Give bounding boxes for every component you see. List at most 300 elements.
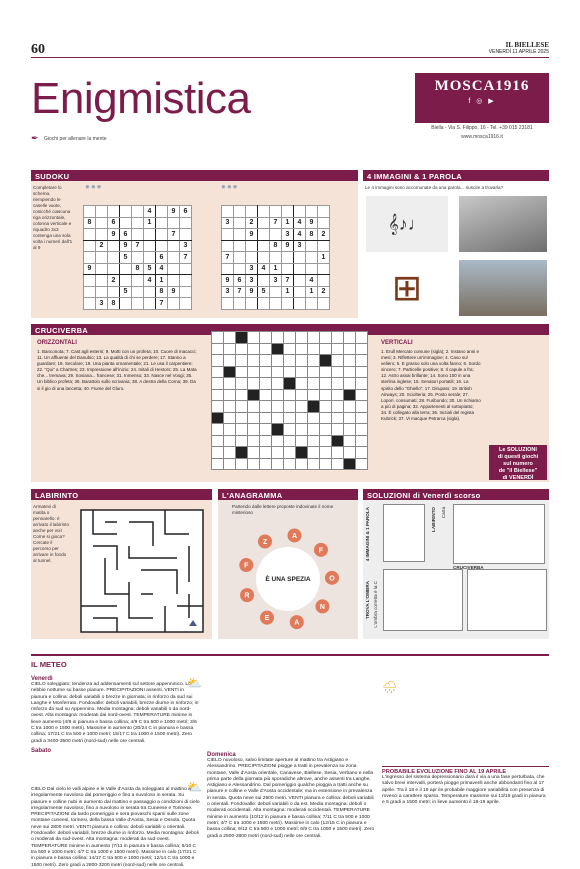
- crossword-cell[interactable]: [344, 401, 356, 413]
- sudoku-cell[interactable]: 4: [294, 217, 306, 229]
- sudoku-cell[interactable]: [258, 217, 270, 229]
- sudoku-cell[interactable]: [234, 217, 246, 229]
- sudoku-cell[interactable]: [234, 206, 246, 218]
- crossword-cell[interactable]: [212, 458, 224, 470]
- crossword-cell[interactable]: [212, 332, 224, 344]
- sudoku-cell[interactable]: [84, 206, 96, 218]
- crossword-cell[interactable]: [356, 389, 368, 401]
- sudoku-cell[interactable]: 1: [156, 275, 168, 287]
- sudoku-cell[interactable]: 3: [294, 240, 306, 252]
- sudoku-cell[interactable]: [258, 298, 270, 310]
- sudoku-cell[interactable]: [84, 240, 96, 252]
- sudoku-cell[interactable]: 3: [222, 286, 234, 298]
- crossword-cell[interactable]: [284, 412, 296, 424]
- sudoku-cell[interactable]: [294, 206, 306, 218]
- sudoku-cell[interactable]: [234, 298, 246, 310]
- sudoku-cell[interactable]: 3: [96, 298, 108, 310]
- crossword-cell[interactable]: [356, 412, 368, 424]
- sudoku-cell[interactable]: 7: [282, 275, 294, 287]
- sudoku-cell[interactable]: 3: [282, 229, 294, 241]
- sudoku-cell[interactable]: 7: [156, 298, 168, 310]
- crossword-cell[interactable]: [212, 389, 224, 401]
- sudoku-cell[interactable]: 3: [222, 217, 234, 229]
- crossword-cell[interactable]: [260, 389, 272, 401]
- crossword-cell[interactable]: [344, 332, 356, 344]
- crossword-cell[interactable]: [224, 378, 236, 390]
- sudoku-cell[interactable]: [180, 217, 192, 229]
- sudoku-cell[interactable]: [132, 229, 144, 241]
- crossword-cell[interactable]: [332, 412, 344, 424]
- sudoku-cell[interactable]: [108, 240, 120, 252]
- sudoku-cell[interactable]: 7: [132, 240, 144, 252]
- crossword-cell[interactable]: [284, 458, 296, 470]
- crossword-cell[interactable]: [296, 355, 308, 367]
- crossword-cell[interactable]: [260, 343, 272, 355]
- sudoku-cell[interactable]: [84, 252, 96, 264]
- crossword-cell[interactable]: [260, 332, 272, 344]
- sudoku-cell[interactable]: [258, 252, 270, 264]
- crossword-cell[interactable]: [236, 389, 248, 401]
- sudoku-cell[interactable]: 9: [306, 217, 318, 229]
- sudoku-cell[interactable]: 9: [108, 229, 120, 241]
- sudoku-cell[interactable]: [318, 275, 330, 287]
- crossword-cell[interactable]: [320, 355, 332, 367]
- crossword-cell[interactable]: [248, 343, 260, 355]
- sudoku-cell[interactable]: 3: [270, 275, 282, 287]
- crossword-cell[interactable]: [236, 412, 248, 424]
- sudoku-cell[interactable]: [144, 229, 156, 241]
- crossword-cell[interactable]: [224, 447, 236, 459]
- sudoku-grid-1[interactable]: [83, 205, 192, 310]
- sudoku-cell[interactable]: [84, 275, 96, 287]
- crossword-cell[interactable]: [320, 378, 332, 390]
- crossword-cell[interactable]: [212, 424, 224, 436]
- sudoku-cell[interactable]: [120, 217, 132, 229]
- crossword-cell[interactable]: [356, 355, 368, 367]
- sudoku-cell[interactable]: [156, 229, 168, 241]
- sudoku-cell[interactable]: 3: [180, 240, 192, 252]
- sudoku-cell[interactable]: 7: [270, 217, 282, 229]
- sudoku-cell[interactable]: [180, 275, 192, 287]
- sudoku-cell[interactable]: 1: [282, 217, 294, 229]
- sudoku-cell[interactable]: [168, 252, 180, 264]
- crossword-cell[interactable]: [320, 447, 332, 459]
- sudoku-cell[interactable]: 8: [132, 263, 144, 275]
- sudoku-cell[interactable]: [222, 298, 234, 310]
- crossword-cell[interactable]: [272, 332, 284, 344]
- sudoku-cell[interactable]: 8: [156, 286, 168, 298]
- crossword-cell[interactable]: [248, 332, 260, 344]
- sudoku-cell[interactable]: [294, 286, 306, 298]
- crossword-cell[interactable]: [332, 378, 344, 390]
- sudoku-cell[interactable]: 1: [318, 252, 330, 264]
- sudoku-cell[interactable]: 8: [84, 217, 96, 229]
- crossword-cell[interactable]: [332, 447, 344, 459]
- crossword-cell[interactable]: [272, 389, 284, 401]
- sudoku-cell[interactable]: [180, 298, 192, 310]
- sudoku-cell[interactable]: 2: [318, 229, 330, 241]
- sudoku-cell[interactable]: [108, 206, 120, 218]
- sudoku-cell[interactable]: 5: [120, 286, 132, 298]
- sudoku-cell[interactable]: [246, 240, 258, 252]
- crossword-cell[interactable]: [320, 458, 332, 470]
- crossword-cell[interactable]: [284, 447, 296, 459]
- sudoku-cell[interactable]: [144, 240, 156, 252]
- sudoku-cell[interactable]: [144, 298, 156, 310]
- sudoku-cell[interactable]: [222, 206, 234, 218]
- crossword-cell[interactable]: [320, 343, 332, 355]
- crossword-cell[interactable]: [272, 401, 284, 413]
- sudoku-cell[interactable]: [180, 286, 192, 298]
- sudoku-cell[interactable]: [318, 217, 330, 229]
- sudoku-cell[interactable]: [270, 229, 282, 241]
- crossword-cell[interactable]: [284, 424, 296, 436]
- sudoku-cell[interactable]: 3: [246, 275, 258, 287]
- sudoku-cell[interactable]: [318, 263, 330, 275]
- sudoku-cell[interactable]: [258, 240, 270, 252]
- sudoku-cell[interactable]: [120, 275, 132, 287]
- crossword-cell[interactable]: [356, 458, 368, 470]
- crossword-cell[interactable]: [224, 424, 236, 436]
- sudoku-cell[interactable]: [96, 252, 108, 264]
- crossword-cell[interactable]: [272, 378, 284, 390]
- crossword-cell[interactable]: [296, 424, 308, 436]
- crossword-cell[interactable]: [260, 447, 272, 459]
- crossword-cell[interactable]: [236, 447, 248, 459]
- sudoku-cell[interactable]: [120, 298, 132, 310]
- sudoku-cell[interactable]: 1: [306, 286, 318, 298]
- crossword-cell[interactable]: [344, 447, 356, 459]
- crossword-cell[interactable]: [344, 343, 356, 355]
- sudoku-cell[interactable]: 7: [234, 286, 246, 298]
- crossword-cell[interactable]: [308, 424, 320, 436]
- crossword-cell[interactable]: [332, 332, 344, 344]
- sudoku-cell[interactable]: [168, 263, 180, 275]
- crossword-cell[interactable]: [296, 458, 308, 470]
- crossword-cell[interactable]: [332, 343, 344, 355]
- crossword-cell[interactable]: [320, 412, 332, 424]
- crossword-cell[interactable]: [224, 343, 236, 355]
- crossword-cell[interactable]: [308, 355, 320, 367]
- crossword-cell[interactable]: [212, 343, 224, 355]
- crossword-cell[interactable]: [260, 401, 272, 413]
- crossword-cell[interactable]: [236, 332, 248, 344]
- sudoku-cell[interactable]: 2: [318, 286, 330, 298]
- crossword-cell[interactable]: [224, 332, 236, 344]
- sudoku-cell[interactable]: [234, 263, 246, 275]
- sudoku-cell[interactable]: [318, 298, 330, 310]
- sudoku-cell[interactable]: 4: [258, 263, 270, 275]
- crossword-cell[interactable]: [356, 447, 368, 459]
- sudoku-cell[interactable]: [306, 240, 318, 252]
- crossword-cell[interactable]: [344, 389, 356, 401]
- sudoku-cell[interactable]: [84, 286, 96, 298]
- sudoku-cell[interactable]: [234, 240, 246, 252]
- sudoku-cell[interactable]: [246, 298, 258, 310]
- sudoku-cell[interactable]: [108, 286, 120, 298]
- sudoku-cell[interactable]: [270, 298, 282, 310]
- crossword-cell[interactable]: [248, 401, 260, 413]
- advertisement[interactable]: [415, 73, 549, 153]
- crossword-cell[interactable]: [236, 366, 248, 378]
- sudoku-cell[interactable]: 6: [156, 252, 168, 264]
- sudoku-cell[interactable]: 7: [180, 252, 192, 264]
- sudoku-cell[interactable]: 6: [108, 217, 120, 229]
- crossword-cell[interactable]: [308, 332, 320, 344]
- crossword-cell[interactable]: [236, 401, 248, 413]
- sudoku-cell[interactable]: 1: [282, 286, 294, 298]
- crossword-cell[interactable]: [260, 378, 272, 390]
- sudoku-cell[interactable]: [96, 263, 108, 275]
- sudoku-cell[interactable]: 2: [96, 240, 108, 252]
- crossword-cell[interactable]: [260, 355, 272, 367]
- crossword-cell[interactable]: [308, 447, 320, 459]
- crossword-cell[interactable]: [344, 378, 356, 390]
- sudoku-cell[interactable]: 5: [144, 263, 156, 275]
- sudoku-cell[interactable]: 9: [120, 240, 132, 252]
- crossword-cell[interactable]: [224, 458, 236, 470]
- crossword-cell[interactable]: [284, 355, 296, 367]
- crossword-cell[interactable]: [332, 401, 344, 413]
- sudoku-cell[interactable]: [108, 252, 120, 264]
- crossword-cell[interactable]: [332, 458, 344, 470]
- sudoku-cell[interactable]: [132, 206, 144, 218]
- crossword-cell[interactable]: [212, 378, 224, 390]
- sudoku-cell[interactable]: 4: [294, 229, 306, 241]
- sudoku-cell[interactable]: [84, 229, 96, 241]
- sudoku-cell[interactable]: [222, 263, 234, 275]
- crossword-cell[interactable]: [248, 389, 260, 401]
- crossword-cell[interactable]: [236, 458, 248, 470]
- crossword-cell[interactable]: [248, 355, 260, 367]
- sudoku-cell[interactable]: [306, 263, 318, 275]
- sudoku-cell[interactable]: [168, 298, 180, 310]
- crossword-cell[interactable]: [260, 424, 272, 436]
- sudoku-cell[interactable]: [96, 275, 108, 287]
- crossword-cell[interactable]: [212, 435, 224, 447]
- crossword-cell[interactable]: [260, 412, 272, 424]
- sudoku-cell[interactable]: [246, 252, 258, 264]
- sudoku-cell[interactable]: [144, 286, 156, 298]
- crossword-cell[interactable]: [320, 332, 332, 344]
- sudoku-cell[interactable]: 8: [270, 240, 282, 252]
- crossword-cell[interactable]: [320, 389, 332, 401]
- sudoku-cell[interactable]: 7: [222, 252, 234, 264]
- crossword-cell[interactable]: [320, 435, 332, 447]
- crossword-cell[interactable]: [332, 366, 344, 378]
- crossword-cell[interactable]: [344, 412, 356, 424]
- crossword-cell[interactable]: [344, 458, 356, 470]
- sudoku-cell[interactable]: [96, 229, 108, 241]
- sudoku-cell[interactable]: [246, 206, 258, 218]
- sudoku-cell[interactable]: 8: [108, 298, 120, 310]
- sudoku-cell[interactable]: [270, 206, 282, 218]
- sudoku-cell[interactable]: [258, 206, 270, 218]
- crossword-cell[interactable]: [296, 343, 308, 355]
- crossword-cell[interactable]: [296, 401, 308, 413]
- sudoku-cell[interactable]: [132, 298, 144, 310]
- maze[interactable]: [79, 508, 205, 634]
- sudoku-cell[interactable]: [132, 252, 144, 264]
- sudoku-cell[interactable]: 4: [156, 263, 168, 275]
- sudoku-cell[interactable]: [156, 206, 168, 218]
- crossword-cell[interactable]: [236, 378, 248, 390]
- crossword-cell[interactable]: [308, 435, 320, 447]
- crossword-cell[interactable]: [248, 424, 260, 436]
- sudoku-cell[interactable]: [294, 298, 306, 310]
- sudoku-cell[interactable]: [270, 252, 282, 264]
- sudoku-cell[interactable]: 9: [222, 275, 234, 287]
- crossword-cell[interactable]: [272, 355, 284, 367]
- crossword-cell[interactable]: [212, 401, 224, 413]
- crossword-cell[interactable]: [236, 435, 248, 447]
- sudoku-cell[interactable]: [84, 298, 96, 310]
- crossword-cell[interactable]: [248, 412, 260, 424]
- crossword-cell[interactable]: [296, 378, 308, 390]
- sudoku-cell[interactable]: [96, 286, 108, 298]
- crossword-cell[interactable]: [296, 435, 308, 447]
- sudoku-cell[interactable]: [282, 206, 294, 218]
- sudoku-cell[interactable]: [180, 229, 192, 241]
- sudoku-cell[interactable]: 9: [282, 240, 294, 252]
- sudoku-cell[interactable]: [282, 298, 294, 310]
- crossword-cell[interactable]: [356, 332, 368, 344]
- sudoku-cell[interactable]: 8: [306, 229, 318, 241]
- crossword-cell[interactable]: [284, 366, 296, 378]
- sudoku-cell[interactable]: [258, 229, 270, 241]
- sudoku-cell[interactable]: 6: [180, 206, 192, 218]
- sudoku-cell[interactable]: [156, 217, 168, 229]
- crossword-cell[interactable]: [308, 343, 320, 355]
- crossword-cell[interactable]: [296, 447, 308, 459]
- sudoku-cell[interactable]: 6: [120, 229, 132, 241]
- sudoku-cell[interactable]: 3: [246, 263, 258, 275]
- crossword-cell[interactable]: [356, 424, 368, 436]
- crossword-cell[interactable]: [260, 435, 272, 447]
- crossword-cell[interactable]: [272, 412, 284, 424]
- crossword-cell[interactable]: [308, 389, 320, 401]
- crossword-cell[interactable]: [296, 366, 308, 378]
- crossword-cell[interactable]: [224, 412, 236, 424]
- crossword-cell[interactable]: [272, 458, 284, 470]
- sudoku-cell[interactable]: 7: [168, 229, 180, 241]
- crossword-cell[interactable]: [344, 424, 356, 436]
- sudoku-cell[interactable]: [306, 298, 318, 310]
- crossword-cell[interactable]: [296, 332, 308, 344]
- sudoku-cell[interactable]: 5: [258, 286, 270, 298]
- crossword-cell[interactable]: [284, 401, 296, 413]
- crossword-grid[interactable]: [211, 331, 368, 470]
- sudoku-cell[interactable]: [132, 275, 144, 287]
- sudoku-cell[interactable]: 6: [234, 275, 246, 287]
- sudoku-cell[interactable]: [168, 217, 180, 229]
- crossword-cell[interactable]: [308, 366, 320, 378]
- crossword-cell[interactable]: [212, 355, 224, 367]
- crossword-cell[interactable]: [248, 435, 260, 447]
- sudoku-cell[interactable]: [318, 206, 330, 218]
- sudoku-cell[interactable]: 4: [144, 206, 156, 218]
- sudoku-cell[interactable]: [318, 240, 330, 252]
- sudoku-cell[interactable]: 9: [246, 229, 258, 241]
- sudoku-cell[interactable]: [168, 275, 180, 287]
- sudoku-cell[interactable]: [294, 252, 306, 264]
- crossword-cell[interactable]: [332, 435, 344, 447]
- crossword-cell[interactable]: [284, 343, 296, 355]
- crossword-cell[interactable]: [296, 389, 308, 401]
- crossword-cell[interactable]: [356, 401, 368, 413]
- crossword-cell[interactable]: [248, 366, 260, 378]
- sudoku-cell[interactable]: [168, 240, 180, 252]
- crossword-cell[interactable]: [236, 355, 248, 367]
- crossword-cell[interactable]: [356, 343, 368, 355]
- sudoku-cell[interactable]: [132, 286, 144, 298]
- sudoku-cell[interactable]: [156, 240, 168, 252]
- crossword-cell[interactable]: [272, 366, 284, 378]
- sudoku-cell[interactable]: 9: [168, 206, 180, 218]
- sudoku-cell[interactable]: [108, 263, 120, 275]
- crossword-cell[interactable]: [284, 378, 296, 390]
- sudoku-cell[interactable]: [132, 217, 144, 229]
- crossword-cell[interactable]: [236, 343, 248, 355]
- crossword-cell[interactable]: [332, 424, 344, 436]
- crossword-cell[interactable]: [320, 401, 332, 413]
- sudoku-cell[interactable]: [180, 263, 192, 275]
- crossword-cell[interactable]: [224, 366, 236, 378]
- crossword-cell[interactable]: [248, 378, 260, 390]
- crossword-cell[interactable]: [212, 412, 224, 424]
- sudoku-cell[interactable]: [282, 263, 294, 275]
- sudoku-cell[interactable]: [222, 229, 234, 241]
- crossword-cell[interactable]: [320, 424, 332, 436]
- crossword-cell[interactable]: [212, 447, 224, 459]
- crossword-cell[interactable]: [260, 458, 272, 470]
- sudoku-cell[interactable]: 9: [168, 286, 180, 298]
- sudoku-cell[interactable]: 1: [144, 217, 156, 229]
- crossword-cell[interactable]: [248, 447, 260, 459]
- crossword-cell[interactable]: [356, 435, 368, 447]
- sudoku-cell[interactable]: 5: [120, 252, 132, 264]
- sudoku-cell[interactable]: [294, 263, 306, 275]
- sudoku-cell[interactable]: [306, 252, 318, 264]
- crossword-cell[interactable]: [308, 378, 320, 390]
- crossword-cell[interactable]: [224, 435, 236, 447]
- sudoku-cell[interactable]: 9: [84, 263, 96, 275]
- crossword-cell[interactable]: [236, 424, 248, 436]
- sudoku-cell[interactable]: 9: [246, 286, 258, 298]
- crossword-cell[interactable]: [284, 389, 296, 401]
- crossword-cell[interactable]: [308, 412, 320, 424]
- sudoku-cell[interactable]: [120, 206, 132, 218]
- sudoku-cell[interactable]: [234, 252, 246, 264]
- crossword-cell[interactable]: [224, 401, 236, 413]
- crossword-cell[interactable]: [320, 366, 332, 378]
- sudoku-cell[interactable]: [270, 286, 282, 298]
- crossword-cell[interactable]: [248, 458, 260, 470]
- crossword-cell[interactable]: [260, 366, 272, 378]
- crossword-cell[interactable]: [344, 355, 356, 367]
- crossword-cell[interactable]: [308, 401, 320, 413]
- sudoku-cell[interactable]: [96, 217, 108, 229]
- crossword-cell[interactable]: [356, 366, 368, 378]
- crossword-cell[interactable]: [332, 355, 344, 367]
- crossword-cell[interactable]: [284, 332, 296, 344]
- crossword-cell[interactable]: [296, 412, 308, 424]
- sudoku-cell[interactable]: [222, 240, 234, 252]
- sudoku-cell[interactable]: 2: [108, 275, 120, 287]
- sudoku-cell[interactable]: 2: [246, 217, 258, 229]
- crossword-cell[interactable]: [224, 355, 236, 367]
- sudoku-cell[interactable]: [144, 252, 156, 264]
